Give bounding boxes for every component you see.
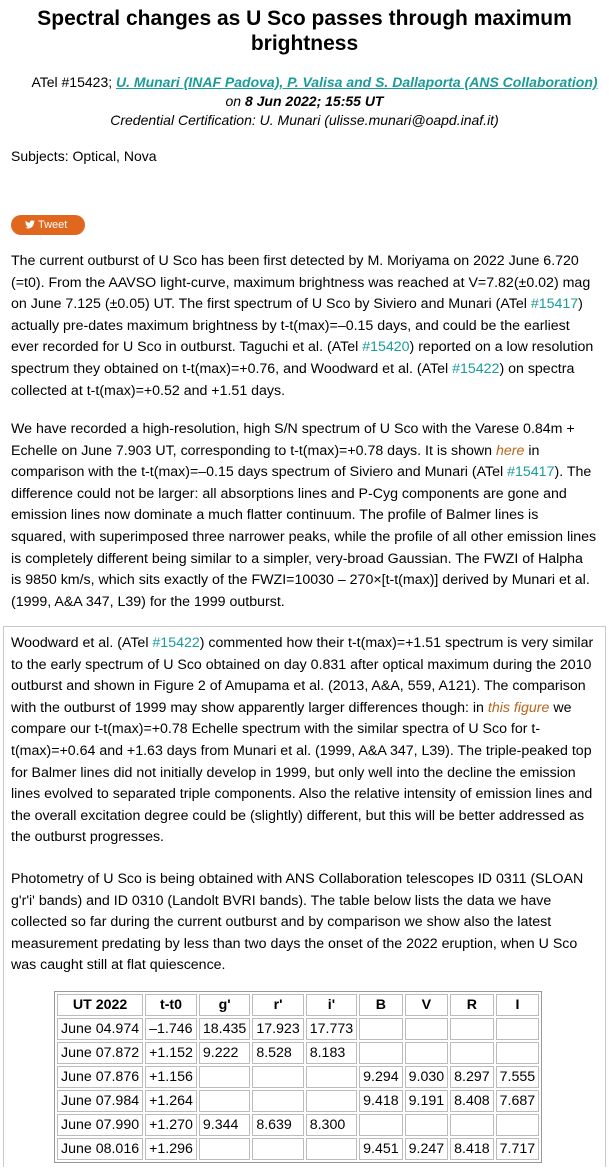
col-header: i'	[306, 994, 357, 1016]
table-cell: 9.451	[359, 1138, 403, 1160]
table-row	[57, 1138, 539, 1160]
table-cell: 17.923	[252, 1018, 303, 1040]
table-cell	[359, 1042, 403, 1064]
table-cell	[496, 1042, 540, 1064]
table-cell	[306, 1138, 357, 1160]
p1-text-d: ) on spectra collected at t-t(max)=+0.52 and +1.51 days.	[11, 360, 575, 399]
table-cell: June 07.872	[57, 1042, 143, 1064]
table-cell: 9.344	[199, 1114, 250, 1136]
table-row	[57, 1114, 539, 1136]
table-cell	[199, 1066, 250, 1088]
table-cell: 8.418	[450, 1138, 494, 1160]
credential-line: Credential Certification: U. Munari (ulisse.munari@oapd.inaf.it)	[110, 112, 499, 128]
table-cell: 18.435	[199, 1018, 250, 1040]
table-row	[57, 1018, 539, 1040]
tweet-label: Tweet	[38, 219, 68, 231]
p3-text-c: we compare our t-t(max)=+0.78 Echelle spectrum with the similar spectra of U Sco for t-t(max)=+0.64 and +1.63 days from Munari et al. (1999, A&A 347, L39). The triple-peaked top for Balmer lines did not initially develop in 1999, but only well into the decline the emission lines evolved to separated triple components. Also the relative intensity of emission lines and the overall excitation degree could be (slightly) different, but this will be better addressed as the outburst progresses.	[11, 699, 593, 846]
table-cell: 9.030	[405, 1066, 449, 1088]
date-line	[0, 92, 609, 111]
table-cell: 9.222	[199, 1042, 250, 1064]
col-header: V	[405, 994, 449, 1016]
photometry-table	[54, 991, 542, 1163]
table-cell	[306, 1090, 357, 1112]
col-header: UT 2022	[57, 994, 143, 1016]
paragraph-4: Photometry of U Sco is being obtained with ANS Collaboration telescopes ID 0311 (SLOAN g'r'i' bands) and ID 0310 (Landolt BVRI bands). The table below lists the data we have collected so far during the current outburst and by comparison we show also the latest measurement predating by less than two days the onset of the 2022 eruption, when U Sco was caught still at flat quiescence.	[11, 871, 584, 974]
p1-text-a: The current outburst of U Sco has been first detected by M. Moriyama on 2022 June 6.720 (=t0). From the AAVSO light-curve, maximum brightness was reached at V=7.82(±0.02) mag on June 7.125 (±0.05) UT. The first spectrum of U Sco by Siviero and Munari (ATel	[11, 253, 591, 313]
table-cell	[252, 1138, 303, 1160]
paragraph-2	[11, 419, 597, 613]
table-cell: 9.294	[359, 1066, 403, 1088]
table-cell: 8.408	[450, 1090, 494, 1112]
table-cell: 9.191	[405, 1090, 449, 1112]
table-cell: +1.270	[145, 1114, 197, 1136]
p2-text-a: We have recorded a high-resolution, high S/N spectrum of U Sco with the Varese 0.84m + Echelle on June 7.903 UT, corresponding to t-t(max)=+0.78 days. It is shown	[11, 421, 575, 459]
table-cell: –1.746	[145, 1018, 197, 1040]
twitter-bird-icon	[25, 220, 35, 229]
table-cell: 9.247	[405, 1138, 449, 1160]
col-header: B	[359, 994, 403, 1016]
p2-text-c: ). The difference could not be larger: all absorptions lines and P-Cyg components are gone and emission lines now dominate a much flatter continuum. The profile of Balmer lines is squared, with superimposed three narrower peaks, while the profile of all other emission lines is completely different being similar to a simpler, very-broad Gaussian. The FWZI of Halpha is 9850 km/s, which sits exactly of the FWZI=10030 – 270×[t-t(max)] derived by Munari et al. (1999, A&A 347, L39) for the 1999 outburst.	[11, 464, 597, 610]
table-header-row	[57, 994, 539, 1016]
atel-15417-link[interactable]: #15417	[530, 296, 579, 313]
table-cell	[450, 1018, 494, 1040]
table-cell	[252, 1066, 303, 1088]
col-header: t-t0	[145, 994, 197, 1016]
table-cell: June 07.990	[57, 1114, 143, 1136]
paragraph-3	[11, 633, 597, 849]
atel-15420-link[interactable]: #15420	[362, 339, 410, 356]
p1-text-c: ) reported on a low resolution spectrum they obtained on t-t(max)=+0.76, and Woodward et al. (ATel	[11, 339, 594, 377]
table-cell: 8.528	[252, 1042, 303, 1064]
table-cell: 7.717	[496, 1138, 540, 1160]
table-cell	[359, 1114, 403, 1136]
table-cell	[252, 1090, 303, 1112]
table-cell: 8.183	[306, 1042, 357, 1064]
p3-text-b: ) commented how their t-t(max)=+1.51 spectrum is very similar to the early spectrum of U Sco obtained on day 0.831 after optical maximum during the 2010 outburst and shown in Figure 2 of Amupama et al. (2013, A&A, 559, A121). The comparison with the outburst of 1999 may show apparently larger differences though: in	[11, 635, 594, 716]
table-cell: 17.773	[306, 1018, 357, 1040]
p3-text-a: Woodward et al. (ATel	[11, 635, 153, 651]
table-cell: 9.418	[359, 1090, 403, 1112]
col-header: I	[496, 994, 540, 1016]
atel-15422-link-2[interactable]: #15422	[152, 635, 200, 651]
page-title: Spectral changes as U Sco passes through maximum brightness	[37, 7, 572, 55]
table-cell: +1.296	[145, 1138, 197, 1160]
date: 8 Jun 2022; 15:55 UT	[244, 93, 384, 109]
table-cell	[450, 1042, 494, 1064]
table-cell: 7.555	[496, 1066, 540, 1088]
table-cell: 8.297	[450, 1066, 494, 1088]
paragraph-1	[11, 251, 597, 402]
table-cell	[450, 1114, 494, 1136]
table-cell: June 07.876	[57, 1066, 143, 1088]
date-prefix: on	[225, 93, 245, 109]
table-cell	[306, 1066, 357, 1088]
table-cell: June 04.974	[57, 1018, 143, 1040]
this-figure-link[interactable]: this figure	[487, 699, 550, 716]
table-row	[57, 1090, 539, 1112]
table-cell: 8.639	[252, 1114, 303, 1136]
atel-15422-link[interactable]: #15422	[452, 360, 500, 377]
table-cell	[496, 1114, 540, 1136]
table-cell: 8.300	[306, 1114, 357, 1136]
table-row	[57, 1066, 539, 1088]
table-cell	[405, 1042, 449, 1064]
table-cell: 7.687	[496, 1090, 540, 1112]
col-header: R	[450, 994, 494, 1016]
table-cell: +1.156	[145, 1066, 197, 1088]
table-cell: +1.152	[145, 1042, 197, 1064]
p1-text-b: ) actually pre-dates maximum brightness by t-t(max)=–0.15 days, and could be the earliest ever recorded for U Sco in outburst. Taguchi et al. (ATel	[11, 296, 583, 356]
table-cell	[496, 1018, 540, 1040]
atel-15417-link-2[interactable]: #15417	[507, 464, 555, 481]
p2-text-b: in comparison with the t-t(max)=–0.15 days spectrum of Siviero and Munari (ATel	[11, 442, 540, 481]
table-cell: +1.264	[145, 1090, 197, 1112]
table-cell: June 08.016	[57, 1138, 143, 1160]
table-cell	[199, 1138, 250, 1160]
table-cell	[405, 1018, 449, 1040]
table-cell	[405, 1114, 449, 1136]
col-header: g'	[199, 994, 250, 1016]
table-cell: June 07.984	[57, 1090, 143, 1112]
subjects: Subjects: Optical, Nova	[11, 148, 157, 164]
authors-link[interactable]: U. Munari (INAF Padova), P. Valisa and S. Dallaporta (ANS Collaboration)	[116, 74, 598, 90]
table-row	[57, 1042, 539, 1064]
atel-number: ATel #15423;	[31, 74, 117, 90]
table-cell	[359, 1018, 403, 1040]
col-header: r'	[252, 994, 303, 1016]
table-cell	[199, 1090, 250, 1112]
here-link[interactable]: here	[496, 442, 525, 459]
tweet-button[interactable]	[11, 215, 85, 235]
atel-line	[0, 73, 609, 92]
